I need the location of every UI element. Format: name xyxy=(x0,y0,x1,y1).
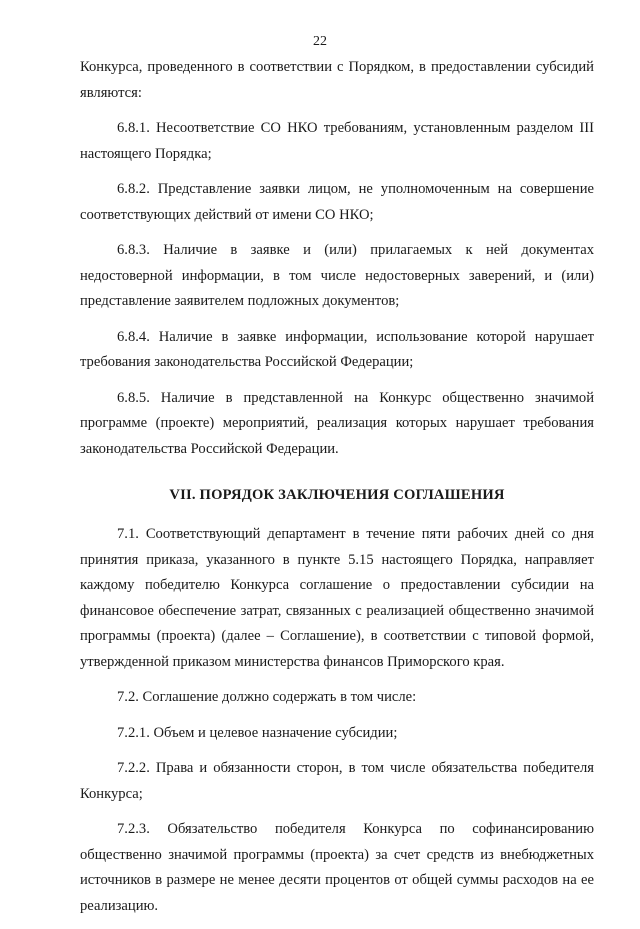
paragraph-6-8-2: 6.8.2. Представление заявки лицом, не уполномоченным на совершение соответствующих действий от имени СО НКО; xyxy=(80,181,594,223)
paragraph-6-8-5: 6.8.5. Наличие в представленной на Конкурс общественно значимой программе (проекте) мероприятий, реализация которых нарушает требования законодательства Российской Федерации. xyxy=(80,389,594,457)
section-heading: VII. ПОРЯДОК ЗАКЛЮЧЕНИЯ СОГЛАШЕНИЯ xyxy=(169,487,505,503)
paragraph-continuation: Конкурса, проведенного в соответствии с Порядком, в предоставлении субсидий являются: xyxy=(80,59,594,101)
paragraph-7-2-2: 7.2.2. Права и обязанности сторон, в том числе обязательства победителя Конкурса; xyxy=(80,760,594,802)
paragraph-7-2-3: 7.2.3. Обязательство победителя Конкурса по софинансированию общественно значимой программы (проекта) за счет средств из внебюджетных источников в размере не менее десяти процентов от общей суммы расходов на ее реализацию. xyxy=(80,821,594,914)
paragraph-6-8-4: 6.8.4. Наличие в заявке информации, использование которой нарушает требования законодательства Российской Федерации; xyxy=(80,328,594,370)
paragraph-6-8-3: 6.8.3. Наличие в заявке и (или) прилагаемых к ней документах недостоверной информации, в том числе недостоверных заверений, и (или) представление заявителем подложных документов; xyxy=(80,242,594,309)
paragraph-7-2-1: 7.2.1. Объем и целевое назначение субсидии; xyxy=(117,724,398,741)
document-body xyxy=(80,55,594,929)
paragraph-7-1: 7.1. Соответствующий департамент в течение пяти рабочих дней со дня принятия приказа, указанного в пункте 5.15 настоящего Порядка, направляет каждому победителю Конкурса соглашение о предоставлении субсидии на финансовое обеспечение затрат, связанных с реализацией общественно значимой программы (проекта) (далее – Соглашение), в соответствии с типовой формой, утвержденной приказом министерства финансов Приморского края. xyxy=(80,526,594,670)
page-number: 22 xyxy=(313,34,327,49)
paragraph-7-2: 7.2. Соглашение должно содержать в том числе: xyxy=(117,689,417,705)
paragraph-6-8-1: 6.8.1. Несоответствие СО НКО требованиям, установленным разделом III настоящего Порядка; xyxy=(80,120,594,162)
